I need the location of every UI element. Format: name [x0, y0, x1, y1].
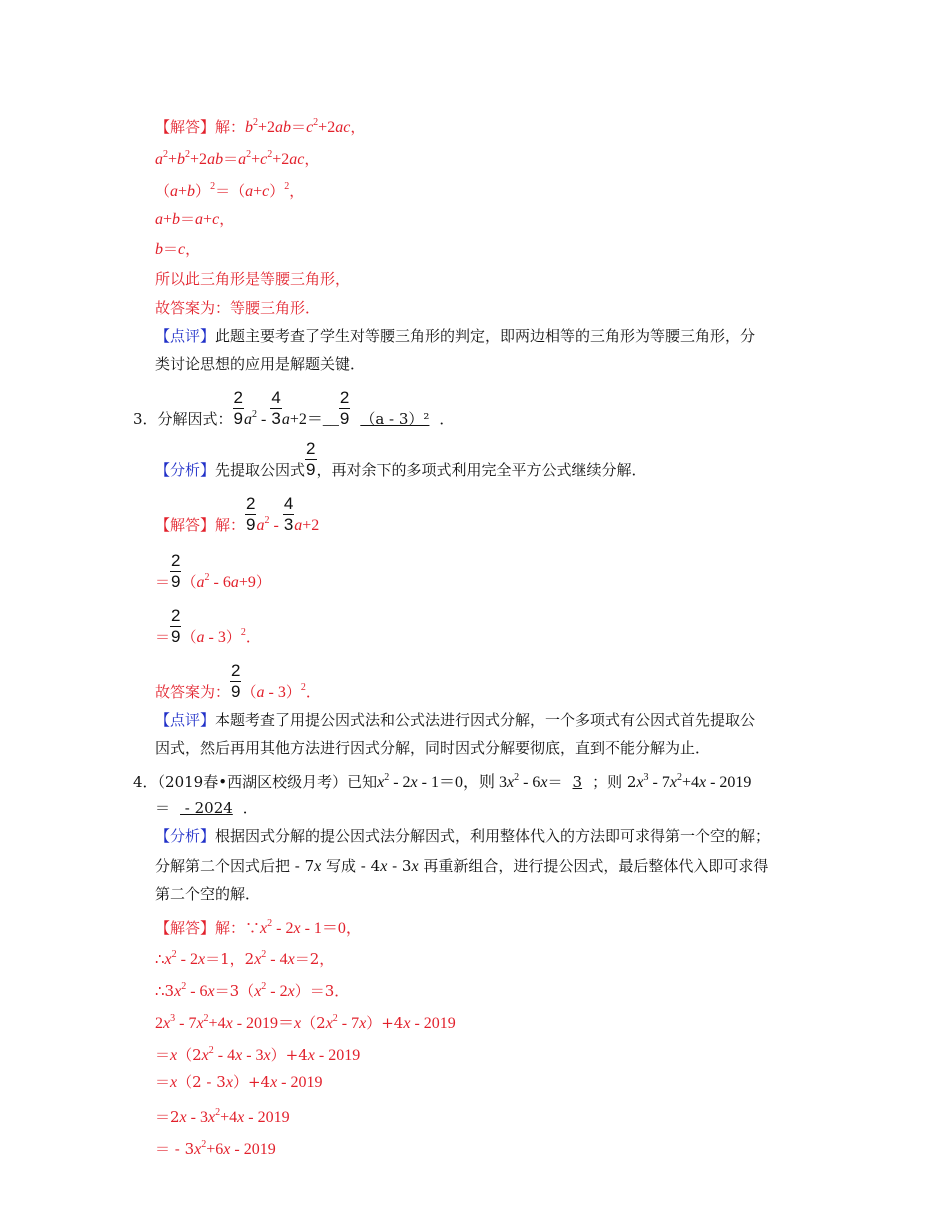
- fraction-numerator: 2: [171, 551, 181, 570]
- text-segment: - 4: [213, 1047, 236, 1064]
- text-segment: x: [410, 774, 418, 791]
- text-segment: x: [164, 951, 172, 968]
- text-segment: ）+4: [270, 1046, 308, 1064]
- superscript: 3: [643, 772, 649, 783]
- text-segment: （: [155, 182, 171, 200]
- text-segment: +: [178, 183, 188, 200]
- text-segment: b: [245, 119, 254, 136]
- text-segment: ，: [185, 240, 201, 258]
- text-segment: - 3: [186, 1109, 208, 1126]
- text-segment: x: [540, 774, 548, 791]
- text-segment: x: [207, 983, 215, 1000]
- fraction: [171, 606, 181, 647]
- text-segment: ∴3: [155, 982, 175, 1000]
- text-segment: ）: [269, 182, 285, 200]
- text-segment: x: [260, 920, 268, 937]
- superscript: 2: [284, 181, 290, 192]
- fraction: [171, 551, 181, 592]
- text-segment: c: [212, 211, 220, 228]
- text-segment: a: [196, 629, 205, 646]
- text-segment: - 1＝0，则 3: [417, 774, 507, 791]
- text-segment: - 2019: [706, 774, 752, 791]
- fraction-denominator: 9: [233, 409, 244, 428]
- text-line: [155, 661, 321, 701]
- text-segment: x: [225, 1015, 233, 1032]
- fraction-denominator: 3: [283, 515, 294, 534]
- text-segment: ab: [275, 119, 292, 136]
- superscript: 2: [163, 149, 168, 160]
- text-line: [155, 494, 320, 534]
- text-segment: a: [195, 211, 204, 228]
- superscript: 2: [240, 627, 246, 638]
- text-segment: x: [254, 951, 262, 968]
- text-segment: x: [223, 1141, 231, 1158]
- text-segment: （: [181, 628, 197, 646]
- text-line: [155, 1041, 361, 1064]
- superscript: 2: [300, 682, 306, 693]
- text-segment: ∴: [155, 950, 165, 968]
- text-segment: 此题主要考查了学生对等腰三角形的判定，即两边相等的三角形为等腰三角形，分: [215, 327, 756, 345]
- text-segment: ＝2: [155, 1108, 180, 1126]
- fraction: [306, 439, 316, 480]
- text-segment: ；则 2: [592, 773, 637, 791]
- text-line: [155, 914, 362, 937]
- text-segment: - 7: [648, 774, 670, 791]
- text-segment: ac: [335, 119, 351, 136]
- text-segment: x: [263, 1047, 271, 1064]
- text-segment: x: [287, 983, 295, 1000]
- fraction-denominator: 9: [231, 682, 241, 701]
- text-segment: 类讨论思想的应用是解题关键．: [155, 355, 366, 373]
- fraction-numerator: 4: [271, 388, 281, 407]
- text-segment: ，再对余下的多项式利用完全平方公式继续分解．: [316, 461, 647, 479]
- text-line: [155, 177, 305, 200]
- text-segment: x: [294, 1015, 302, 1032]
- text-segment: x: [359, 1015, 367, 1032]
- text-segment: 【解答】解：: [155, 516, 246, 534]
- text-segment: ．: [245, 628, 261, 646]
- text-segment: ＝: [155, 1073, 171, 1091]
- text-segment: - 2: [272, 920, 294, 937]
- text-segment: a: [196, 574, 205, 591]
- text-segment: ＝ - 3: [155, 1140, 195, 1158]
- text-line: [155, 738, 710, 758]
- text-segment: x: [237, 1109, 245, 1126]
- section-label: 【分析】: [155, 827, 216, 845]
- text-segment: - 3: [204, 629, 226, 646]
- text-segment: a: [155, 151, 163, 168]
- text-segment: ＝: [155, 1046, 171, 1064]
- text-segment: x: [506, 774, 515, 791]
- text-segment: c: [178, 241, 186, 258]
- text-segment: 【解答】解：∵: [155, 919, 261, 937]
- text-segment: x: [196, 1015, 204, 1032]
- text-segment: a: [244, 411, 253, 428]
- fraction: [271, 388, 281, 429]
- superscript: 2: [171, 949, 177, 960]
- text-segment: +2: [318, 119, 336, 136]
- text-segment: a: [155, 211, 163, 228]
- text-segment: ＝: [163, 240, 179, 258]
- fraction: [283, 494, 294, 535]
- superscript: 2: [267, 149, 273, 160]
- text-segment: 【解答】解：: [155, 118, 246, 136]
- text-segment: ＝（: [215, 182, 246, 200]
- text-line: [155, 977, 350, 1000]
- answer-blank: （a - 3）²: [360, 410, 430, 428]
- text-segment: ）+4: [366, 1014, 404, 1032]
- text-segment: x: [225, 1074, 233, 1091]
- text-line: [155, 826, 770, 846]
- text-segment: x: [314, 858, 322, 875]
- text-segment: - 4: [266, 951, 288, 968]
- superscript: 2: [676, 772, 682, 783]
- text-segment: a: [238, 151, 247, 168]
- text-segment: - 6: [209, 574, 231, 591]
- text-segment: ，: [350, 118, 366, 136]
- superscript: 2: [332, 1013, 338, 1024]
- fraction-denominator: 9: [171, 572, 181, 591]
- text-segment: ．: [242, 799, 258, 817]
- text-line: [155, 113, 366, 136]
- answer-blank: 3: [572, 773, 583, 791]
- section-label: 【分析】: [155, 461, 216, 479]
- text-segment: - 7: [337, 1015, 360, 1032]
- superscript: 2: [514, 772, 520, 783]
- text-line: [155, 354, 365, 374]
- text-segment: x: [194, 1141, 202, 1158]
- text-segment: - 2: [266, 983, 288, 1000]
- text-segment: ＝: [223, 150, 239, 168]
- text-segment: a: [230, 574, 239, 591]
- text-segment: 先提取公因式: [215, 461, 306, 479]
- text-segment: +: [251, 151, 261, 168]
- text-segment: - 6: [519, 774, 541, 791]
- text-segment: +9: [238, 574, 256, 591]
- text-segment: +4: [220, 1109, 238, 1126]
- text-segment: ）: [255, 573, 271, 591]
- fraction-denominator: 9: [306, 460, 316, 479]
- text-segment: - 2: [176, 951, 198, 968]
- superscript: 2: [261, 949, 267, 960]
- superscript: 2: [313, 117, 319, 128]
- text-segment: ＝: [155, 799, 171, 817]
- fraction-numerator: 2: [246, 494, 256, 513]
- text-segment: （: [241, 683, 257, 701]
- text-segment: +6: [206, 1141, 224, 1158]
- text-segment: - 2019: [230, 1141, 276, 1158]
- text-segment: -: [257, 411, 271, 428]
- text-segment: - 2019: [277, 1074, 323, 1091]
- text-segment: （2: [177, 1046, 202, 1064]
- text-segment: - 3: [264, 684, 286, 701]
- text-segment: b: [187, 183, 196, 200]
- text-segment: - 7: [175, 1015, 197, 1032]
- section-label: 【点评】: [155, 711, 216, 729]
- text-line: [133, 388, 455, 428]
- text-segment: x: [287, 951, 295, 968]
- text-line: [155, 798, 258, 818]
- text-segment: - 3: [242, 1047, 264, 1064]
- text-segment: 再重新组合，进行提公因式，最后整体代入即可求得: [418, 857, 769, 875]
- superscript: 2: [267, 918, 273, 929]
- fraction-numerator: 4: [283, 494, 294, 513]
- text-segment: x: [669, 774, 677, 791]
- fraction-denominator: 9: [171, 627, 181, 646]
- text-line: [155, 1103, 290, 1126]
- text-segment: ）＝3．: [294, 982, 350, 1000]
- fraction-numerator: 2: [306, 439, 316, 458]
- text-segment: +: [253, 183, 263, 200]
- text-segment: c: [306, 119, 314, 136]
- text-segment: x: [307, 1047, 315, 1064]
- text-segment: 所以此三角形是等腰三角形，: [155, 270, 351, 288]
- text-segment: 2: [155, 1015, 163, 1032]
- fraction-numerator: 2: [339, 388, 350, 407]
- fraction: [246, 494, 256, 535]
- text-segment: （: [181, 573, 197, 591]
- text-segment: -: [269, 517, 283, 534]
- text-segment: x: [201, 1047, 209, 1064]
- text-segment: ＝: [155, 573, 171, 591]
- text-line: [155, 439, 647, 480]
- text-segment: a: [170, 183, 179, 200]
- text-segment: ，: [304, 150, 320, 168]
- fraction: [233, 388, 244, 429]
- text-segment: +2: [258, 119, 276, 136]
- text-segment: x: [636, 774, 644, 791]
- text-segment: ，: [219, 210, 235, 228]
- text-segment: 故答案为：: [155, 683, 231, 701]
- superscript: 2: [181, 981, 187, 992]
- text-segment: - 6: [186, 983, 208, 1000]
- text-segment: ）+4: [232, 1073, 271, 1091]
- text-segment: 第二个空的解．: [155, 885, 261, 903]
- fraction-denominator: 9: [246, 515, 256, 534]
- superscript: 2: [253, 117, 259, 128]
- text-line: [155, 1072, 323, 1092]
- text-line: [155, 326, 755, 346]
- text-segment: x: [235, 1047, 243, 1064]
- text-segment: a: [281, 411, 290, 428]
- text-segment: 4．（2019春•西湖区校级月考）已知: [133, 773, 378, 791]
- text-segment: x: [325, 1015, 333, 1032]
- superscript: 2: [246, 149, 252, 160]
- text-segment: （2 - 3: [177, 1073, 226, 1091]
- text-segment: x: [403, 1015, 411, 1032]
- text-segment: +2: [272, 151, 290, 168]
- text-segment: - 3: [387, 857, 412, 875]
- text-segment: +: [168, 151, 178, 168]
- superscript: 2: [261, 981, 267, 992]
- text-segment: 故答案为：等腰三角形．: [155, 299, 321, 317]
- text-line: [133, 768, 752, 791]
- text-segment: x: [179, 1109, 187, 1126]
- text-segment: a: [256, 517, 265, 534]
- text-segment: +2: [190, 151, 208, 168]
- text-segment: ）: [285, 683, 301, 701]
- text-segment: a: [256, 684, 265, 701]
- text-line: [155, 269, 350, 289]
- text-segment: x: [411, 858, 419, 875]
- text-segment: x: [197, 951, 206, 968]
- fraction-numerator: 2: [231, 661, 241, 680]
- text-segment: - 2019: [244, 1109, 290, 1126]
- superscript: 2: [384, 772, 390, 783]
- text-segment: x: [698, 774, 707, 791]
- text-segment: x: [170, 1074, 178, 1091]
- text-segment: 因式，然后再用其他方法进行因式分解，同时因式分解要彻底，直到不能分解为止．: [155, 739, 711, 757]
- text-segment: - 2019: [410, 1015, 456, 1032]
- text-segment: 根据因式分解的提公因式法分解因式，利用整体代入的方法即可求得第一个空的解；: [215, 827, 771, 845]
- text-segment: ＝: [291, 118, 307, 136]
- text-line: [155, 239, 200, 259]
- superscript: 2: [252, 409, 258, 420]
- text-segment: - 2019＝: [232, 1015, 295, 1032]
- text-segment: ＝: [547, 773, 563, 791]
- text-segment: b: [177, 151, 186, 168]
- text-segment: 分解第二个因式后把 - 7: [155, 857, 315, 875]
- text-segment: +: [203, 211, 213, 228]
- text-segment: x: [380, 858, 388, 875]
- text-segment: ac: [289, 151, 305, 168]
- text-segment: 3．分解因式：: [133, 410, 233, 428]
- fraction-denominator: 9: [339, 409, 350, 428]
- superscript: 2: [204, 572, 210, 583]
- text-segment: ＝1，2: [205, 950, 255, 968]
- text-segment: __: [322, 411, 339, 428]
- text-segment: a: [294, 517, 303, 534]
- superscript: 2: [203, 1013, 209, 1024]
- fraction-denominator: 3: [271, 409, 281, 428]
- fraction-numerator: 2: [171, 606, 181, 625]
- superscript: 2: [185, 149, 191, 160]
- superscript: 2: [208, 1045, 214, 1056]
- text-segment: +2: [302, 517, 320, 534]
- text-segment: ．: [439, 410, 455, 428]
- text-segment: ．: [305, 683, 321, 701]
- text-segment: ＝: [155, 628, 171, 646]
- text-segment: c: [262, 183, 270, 200]
- text-segment: b: [155, 241, 163, 258]
- text-segment: +2＝: [289, 411, 323, 428]
- text-segment: x: [377, 774, 385, 791]
- superscript: 2: [215, 1107, 221, 1118]
- text-line: [155, 1009, 456, 1032]
- superscript: 2: [210, 181, 216, 192]
- text-line: [155, 551, 271, 591]
- text-segment: ）: [225, 628, 241, 646]
- text-segment: ab: [207, 151, 224, 168]
- text-segment: ，: [289, 182, 305, 200]
- text-line: [155, 945, 335, 968]
- text-line: [155, 1135, 276, 1158]
- superscript: 2: [201, 1139, 207, 1150]
- text-line: [155, 884, 260, 904]
- text-segment: - 2019: [314, 1047, 361, 1064]
- answer-blank: - 2024: [180, 799, 233, 817]
- text-segment: x: [174, 983, 182, 1000]
- fraction: [339, 388, 350, 429]
- text-line: [155, 298, 320, 318]
- text-segment: ）: [195, 182, 211, 200]
- section-label: 【点评】: [155, 327, 216, 345]
- text-segment: x: [170, 1047, 178, 1064]
- text-segment: +: [163, 211, 173, 228]
- text-line: [155, 145, 320, 168]
- text-segment: ＝: [180, 210, 196, 228]
- text-segment: x: [163, 1015, 171, 1032]
- text-segment: 本题考查了用提公因式法和公式法进行因式分解，一个多项式有公因式首先提取公: [215, 711, 756, 729]
- superscript: 2: [264, 515, 270, 526]
- text-segment: ＝2，: [294, 950, 335, 968]
- text-line: [155, 710, 755, 730]
- fraction-numerator: 2: [233, 388, 244, 407]
- text-segment: 写成 - 4: [321, 857, 381, 875]
- text-segment: x: [207, 1109, 216, 1126]
- superscript: 3: [170, 1013, 176, 1024]
- text-line: [155, 209, 234, 229]
- text-segment: b: [172, 211, 181, 228]
- text-segment: c: [260, 151, 268, 168]
- text-line: [155, 606, 261, 646]
- text-line: [155, 856, 768, 876]
- text-segment: x: [293, 920, 301, 937]
- text-segment: x: [254, 983, 262, 1000]
- text-segment: +4: [681, 774, 699, 791]
- text-segment: +4: [208, 1015, 226, 1032]
- text-segment: - 2: [389, 774, 411, 791]
- text-segment: - 1＝0，: [300, 920, 362, 937]
- text-segment: x: [270, 1074, 278, 1091]
- text-segment: （2: [301, 1014, 326, 1032]
- fraction: [231, 661, 241, 702]
- text-segment: a: [245, 183, 254, 200]
- text-segment: ＝3（: [214, 982, 255, 1000]
